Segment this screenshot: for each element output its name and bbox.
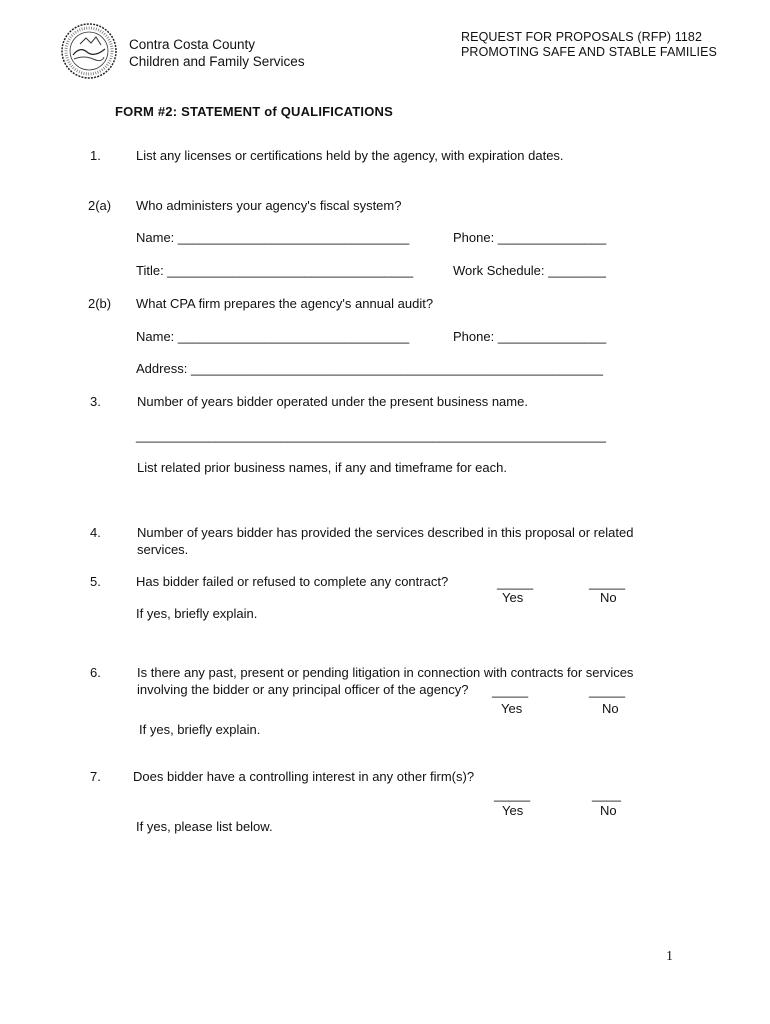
fiscal-name-field[interactable]: Name: ________________________________	[136, 230, 410, 245]
no-blank[interactable]: ____	[592, 787, 621, 802]
followup-text: List related prior business names, if any and timeframe for each.	[137, 460, 507, 475]
cpa-phone-field[interactable]: Phone: _______________	[453, 329, 607, 344]
no-blank[interactable]: _____	[589, 683, 626, 698]
question-text: Does bidder have a controlling interest in any other firm(s)?	[133, 769, 475, 784]
work-schedule-field[interactable]: Work Schedule: ________	[453, 263, 606, 278]
item-number: 3.	[90, 394, 101, 409]
form-title: FORM #2: STATEMENT of QUALIFICATIONS	[115, 104, 394, 119]
question-text: Number of years bidder has provided the services described in this proposal or related	[137, 525, 634, 540]
item-number: 5.	[90, 574, 101, 589]
years-operated-field[interactable]: _________________________________________________________________	[136, 428, 606, 443]
item-number: 2(a)	[88, 198, 112, 213]
yes-label: Yes	[501, 701, 523, 716]
no-label: No	[602, 701, 619, 716]
item-number: 1.	[90, 148, 101, 163]
yes-blank[interactable]: _____	[494, 787, 531, 802]
followup-text: If yes, briefly explain.	[136, 606, 258, 621]
yes-label: Yes	[502, 803, 524, 818]
question-text: Number of years bidder operated under the present business name.	[137, 394, 528, 409]
fiscal-title-field[interactable]: Title: __________________________________	[136, 263, 414, 278]
yes-label: Yes	[502, 590, 524, 605]
item-number: 2(b)	[88, 296, 112, 311]
item-number: 4.	[90, 525, 101, 540]
rfp-title: REQUEST FOR PROPOSALS (RFP) 1182	[461, 30, 702, 44]
page-number: 1	[666, 949, 673, 964]
no-blank[interactable]: _____	[589, 575, 626, 590]
followup-text: If yes, please list below.	[136, 819, 273, 834]
cpa-name-field[interactable]: Name: ________________________________	[136, 329, 410, 344]
question-text: Is there any past, present or pending litigation in connection with contracts for services	[137, 665, 634, 680]
item-number: 7.	[90, 769, 101, 784]
fiscal-phone-field[interactable]: Phone: _______________	[453, 230, 607, 245]
yes-blank[interactable]: _____	[492, 683, 529, 698]
question-text: What CPA firm prepares the agency's annual audit?	[136, 296, 434, 311]
item-number: 6.	[90, 665, 101, 680]
followup-text: If yes, briefly explain.	[139, 722, 261, 737]
question-text: Has bidder failed or refused to complete any contract?	[136, 574, 449, 589]
rfp-subtitle: PROMOTING SAFE AND STABLE FAMILIES	[461, 45, 717, 59]
question-text: Who administers your agency's fiscal system?	[136, 198, 402, 213]
question-text-continued: services.	[137, 542, 189, 557]
org-department: Children and Family Services	[129, 54, 305, 69]
county-seal-icon	[60, 22, 118, 80]
question-text-continued: involving the bidder or any principal officer of the agency?	[137, 682, 469, 697]
cpa-address-field[interactable]: Address: _________________________________________________________	[136, 361, 604, 376]
yes-blank[interactable]: _____	[497, 575, 534, 590]
question-text: List any licenses or certifications held by the agency, with expiration dates.	[136, 148, 564, 163]
no-label: No	[600, 590, 617, 605]
org-name: Contra Costa County	[129, 37, 256, 52]
no-label: No	[600, 803, 617, 818]
